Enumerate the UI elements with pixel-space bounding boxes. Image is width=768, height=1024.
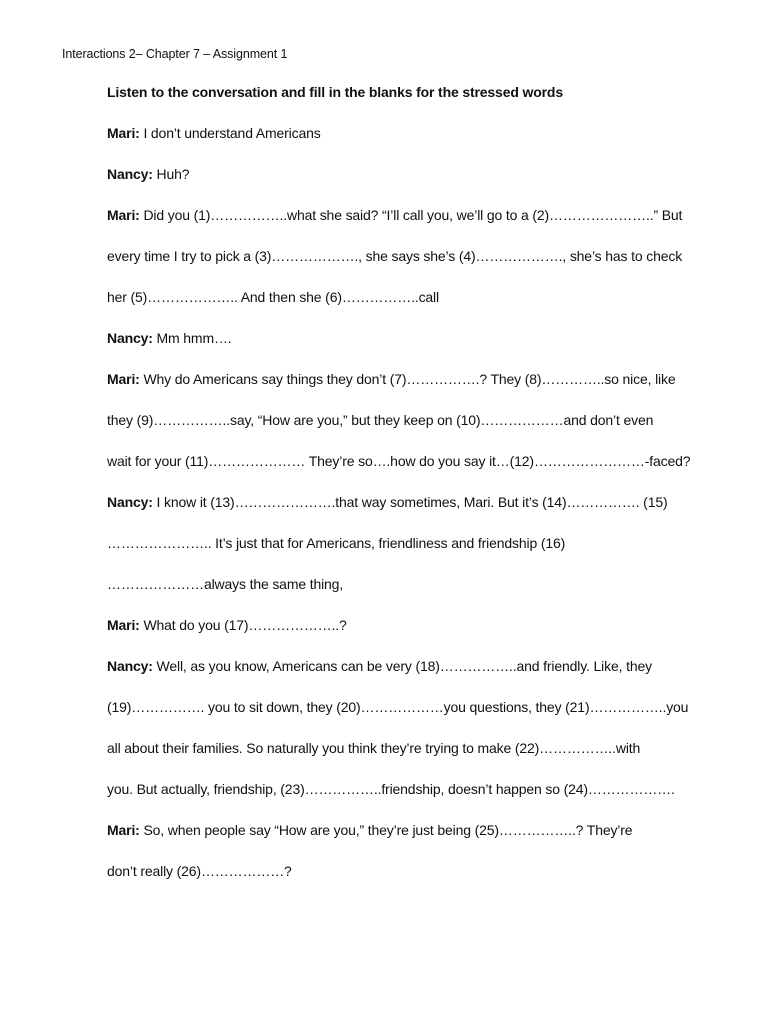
speaker-label: Nancy: — [107, 658, 153, 674]
speaker-label: Nancy: — [107, 330, 153, 346]
speaker-label: Nancy: — [107, 166, 153, 182]
dialogue-line — [107, 494, 667, 510]
line-text: don’t really (26)………………? — [107, 863, 292, 879]
line-text: I don’t understand Americans — [139, 125, 321, 141]
dialogue-line — [107, 248, 682, 264]
document-header: Interactions 2– Chapter 7 – Assignment 1 — [62, 47, 288, 61]
dialogue-line — [107, 125, 321, 141]
speaker-label: Mari: — [107, 617, 140, 633]
speaker-label: Mari: — [107, 125, 140, 141]
line-text: wait for your (11)………………… They’re so….how do you say it…(12)……………………-faced? — [107, 453, 691, 469]
line-text: …………………always the same thing, — [107, 576, 344, 592]
dialogue-line — [107, 658, 652, 674]
dialogue-line — [107, 289, 439, 305]
line-text: Mm hmm…. — [152, 330, 232, 346]
instruction-heading: Listen to the conversation and fill in the blanks for the stressed words — [107, 84, 563, 100]
dialogue-line — [107, 699, 688, 715]
line-text: you. But actually, friendship, (23)……………..friendship, doesn’t happen so (24)………………. — [107, 781, 675, 797]
line-text: So, when people say “How are you,” they’re just being (25)……………..? They’re — [139, 822, 633, 838]
speaker-label: Nancy: — [107, 494, 153, 510]
line-text: Did you (1)……………..what she said? “I’ll call you, we’ll go to a (2)…………………..” But — [139, 207, 683, 223]
line-text: ………………….. It’s just that for Americans, friendliness and friendship (16) — [107, 535, 566, 551]
line-text: Well, as you know, Americans can be very (18)……………..and friendly. Like, they — [152, 658, 652, 674]
line-text: What do you (17)………………..? — [139, 617, 347, 633]
line-text: (19)……………. you to sit down, they (20)………………you questions, they (21)……………..you — [107, 699, 689, 715]
dialogue-line — [107, 330, 232, 346]
line-text: her (5)……………….. And then she (6)……………..call — [107, 289, 439, 305]
dialogue-line — [107, 617, 347, 633]
dialogue-line — [107, 166, 189, 182]
dialogue-line — [107, 576, 343, 592]
line-text: all about their families. So naturally you think they’re trying to make (22)……………..with — [107, 740, 641, 756]
line-text: Huh? — [152, 166, 190, 182]
dialogue-line — [107, 371, 676, 387]
speaker-label: Mari: — [107, 371, 140, 387]
dialogue-line — [107, 207, 682, 223]
speaker-label: Mari: — [107, 822, 140, 838]
line-text: Why do Americans say things they don’t (7)…………….? They (8)…………..so nice, like — [139, 371, 676, 387]
line-text: every time I try to pick a (3)………………., she says she’s (4)………………., she’s has to check — [107, 248, 683, 264]
dialogue-line — [107, 740, 640, 756]
dialogue-line — [107, 412, 653, 428]
dialogue-line — [107, 863, 292, 879]
dialogue-line — [107, 781, 675, 797]
dialogue-line — [107, 453, 690, 469]
dialogue-line — [107, 822, 632, 838]
line-text: they (9)……………..say, “How are you,” but they keep on (10)………………and don’t even — [107, 412, 654, 428]
speaker-label: Mari: — [107, 207, 140, 223]
line-text: I know it (13)………………….that way sometimes, Mari. But it’s (14)……………. (15) — [152, 494, 668, 510]
dialogue-line — [107, 535, 565, 551]
